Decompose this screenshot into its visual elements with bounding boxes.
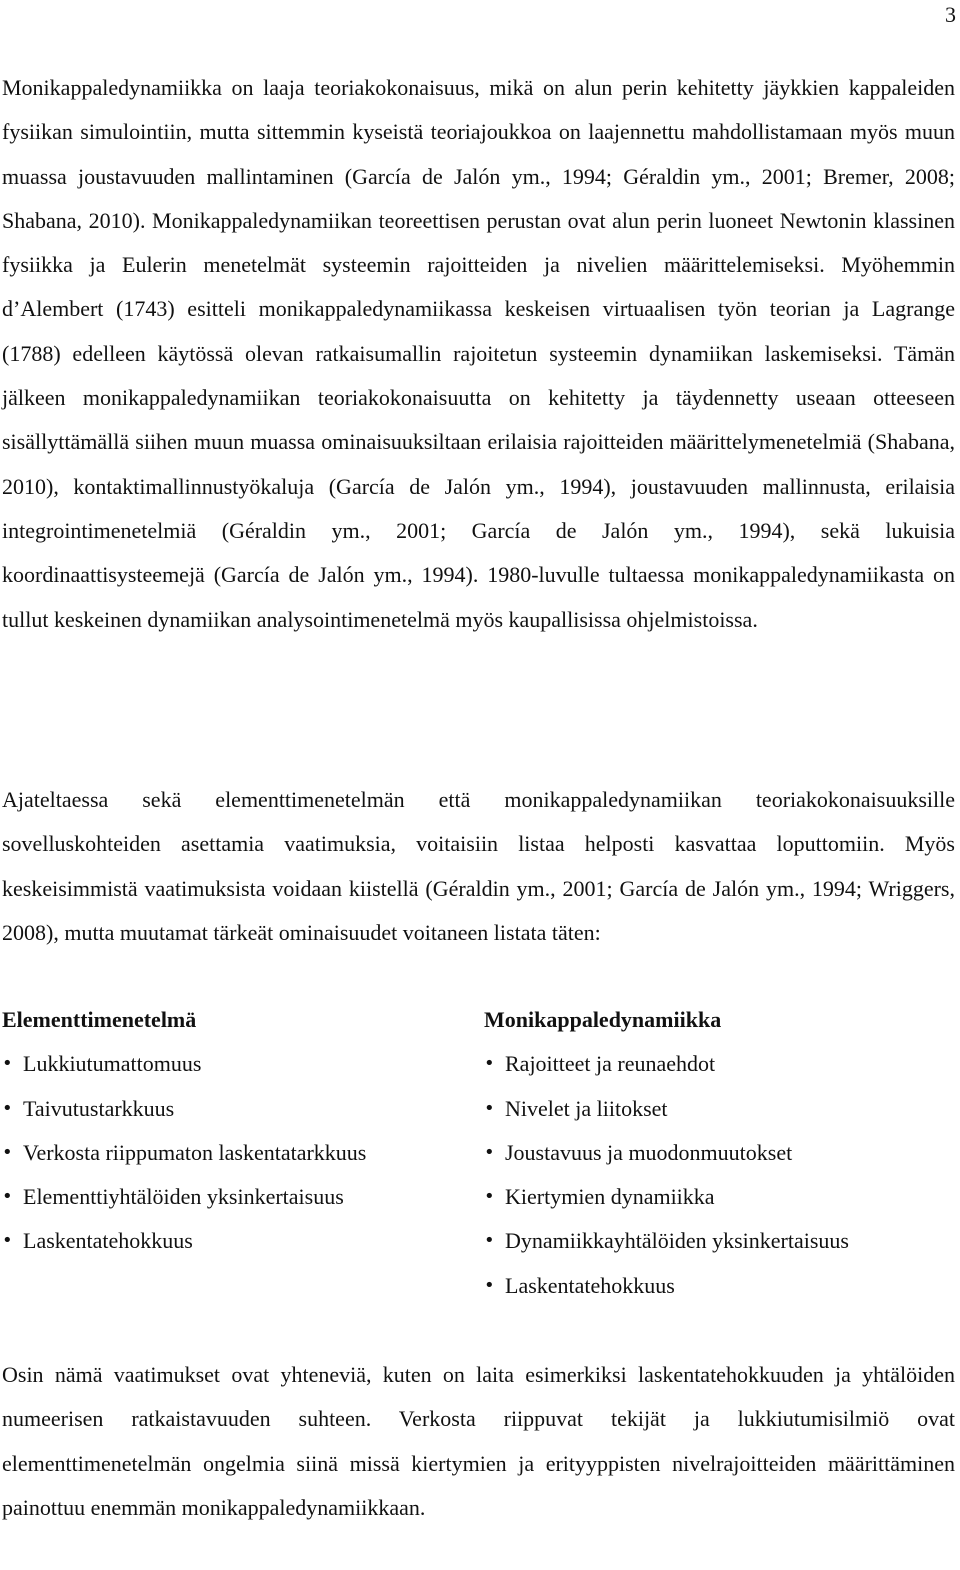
bullet-icon: •	[484, 1274, 495, 1296]
paragraph-multibody-dynamics-intro: Monikappaledynamiikka on laaja teoriakokonaisuus, mikä on alun perin kehitetty jäykkien kappaleiden fysiikan simulointiin, mutta sittemmin kyseistä teoriajoukkoa on laajennettu mahdollistamaan myös muun muassa joustavuuden mallintaminen (García de Jalón ym., 1994; Géraldin ym., 2001; Bremer, 2008; Shabana, 2010). Monikappaledynamiikan teoreettisen perustan ovat alun perin luoneet Newtonin klassinen fysiikka ja Eulerin menetelmät systeemin rajoitteiden ja nivelien määrittelemiseksi. Myöhemmin d’Alembert (1743) esitteli monikappaledynamiikassa keskeisen virtuaalisen työn teorian ja Lagrange (1788) edelleen käytössä olevan ratkaisumallin rajoitetun systeemin dynamiikan laskemiseksi. Tämän jälkeen monikappaledynamiikan teoriakokonaisuutta on kehitetty ja täydennetty useaan otteeseen sisällyttämällä siihen muun muassa ominaisuuksiltaan erilaisia rajoitteiden määrittelymenetelmiä (Shabana, 2010), kontaktimallinnustyökaluja (García de Jalón ym., 1994), joustavuuden mallinnusta, erilaisia integrointimenetelmiä (Géraldin ym., 2001; García de Jalón ym., 1994), sekä lukuisia koordinaattisysteemejä (García de Jalón ym., 1994). 1980-luvulle tultaessa monikappaledynamiikasta on tullut keskeinen dynamiikan analysointimenetelmä myös kaupallisissa ohjelmistoissa.	[2, 75, 955, 632]
list-item	[2, 1131, 462, 1175]
paragraph-overlapping-requirements: Osin nämä vaatimukset ovat yhteneviä, kuten on laita esimerkiksi laskentatehokkuuden ja yhtälöiden numeerisen ratkaistavuuden suhteen. Verkosta riippuvat tekijät ja lukkiutumisilmiö ovat elementtimenetelmän ongelmia siinä missä kiertymien ja erityyppisten nivelrajoitteiden määrittäminen painottuu enemmän monikappaledynamiikkaan.	[2, 1362, 955, 1520]
list-item	[484, 1042, 954, 1086]
bullet-icon: •	[2, 1230, 13, 1252]
bullet-icon: •	[484, 1053, 495, 1075]
list-item-text: Laskentatehokkuus	[505, 1272, 675, 1298]
list-item-text: Lukkiutumattomuus	[23, 1051, 202, 1077]
fem-requirements-column	[2, 998, 462, 1264]
bullet-icon: •	[2, 1053, 13, 1075]
bullet-icon: •	[484, 1141, 495, 1163]
list-item-text: Elementtiyhtälöiden yksinkertaisuus	[23, 1184, 344, 1210]
bullet-icon: •	[2, 1097, 13, 1119]
fem-column-heading: Elementtimenetelmä	[2, 1007, 197, 1032]
fem-requirements-list	[2, 1042, 462, 1263]
list-item	[2, 1042, 462, 1086]
list-item-text: Verkosta riippumaton laskentatarkkuus	[23, 1139, 367, 1165]
list-item	[484, 1264, 954, 1308]
bullet-icon: •	[484, 1230, 495, 1252]
bullet-icon: •	[2, 1141, 13, 1163]
list-item	[484, 1175, 954, 1219]
page-number: 3	[945, 2, 956, 27]
list-item-text: Joustavuus ja muodonmuutokset	[505, 1139, 793, 1165]
list-item	[2, 1219, 462, 1263]
paragraph-requirements-intro: Ajateltaessa sekä elementtimenetelmän että monikappaledynamiikan teoriakokonaisuuksille sovelluskohteiden asettamia vaatimuksia, voitaisiin listaa helposti kasvattaa loputtomiin. Myös keskeisimmistä vaatimuksista voidaan kiistellä (Géraldin ym., 2001; García de Jalón ym., 1994; Wriggers, 2008), mutta muutamat tärkeät ominaisuudet voitaneen listata täten:	[2, 787, 955, 945]
mbd-requirements-list	[484, 1042, 954, 1308]
list-item	[484, 1087, 954, 1131]
list-item	[484, 1131, 954, 1175]
mbd-requirements-column	[484, 998, 954, 1308]
list-item-text: Taivutustarkkuus	[23, 1095, 175, 1121]
list-item	[2, 1087, 462, 1131]
bullet-icon: •	[484, 1186, 495, 1208]
list-item	[2, 1175, 462, 1219]
list-item-text: Nivelet ja liitokset	[505, 1095, 668, 1121]
list-item-text: Dynamiikkayhtälöiden yksinkertaisuus	[505, 1228, 849, 1254]
list-item-text: Laskentatehokkuus	[23, 1228, 193, 1254]
list-item-text: Rajoitteet ja reunaehdot	[505, 1051, 716, 1077]
bullet-icon: •	[484, 1097, 495, 1119]
list-item	[484, 1219, 954, 1263]
bullet-icon: •	[2, 1186, 13, 1208]
mbd-column-heading: Monikappaledynamiikka	[484, 1007, 722, 1032]
list-item-text: Kiertymien dynamiikka	[505, 1184, 715, 1210]
